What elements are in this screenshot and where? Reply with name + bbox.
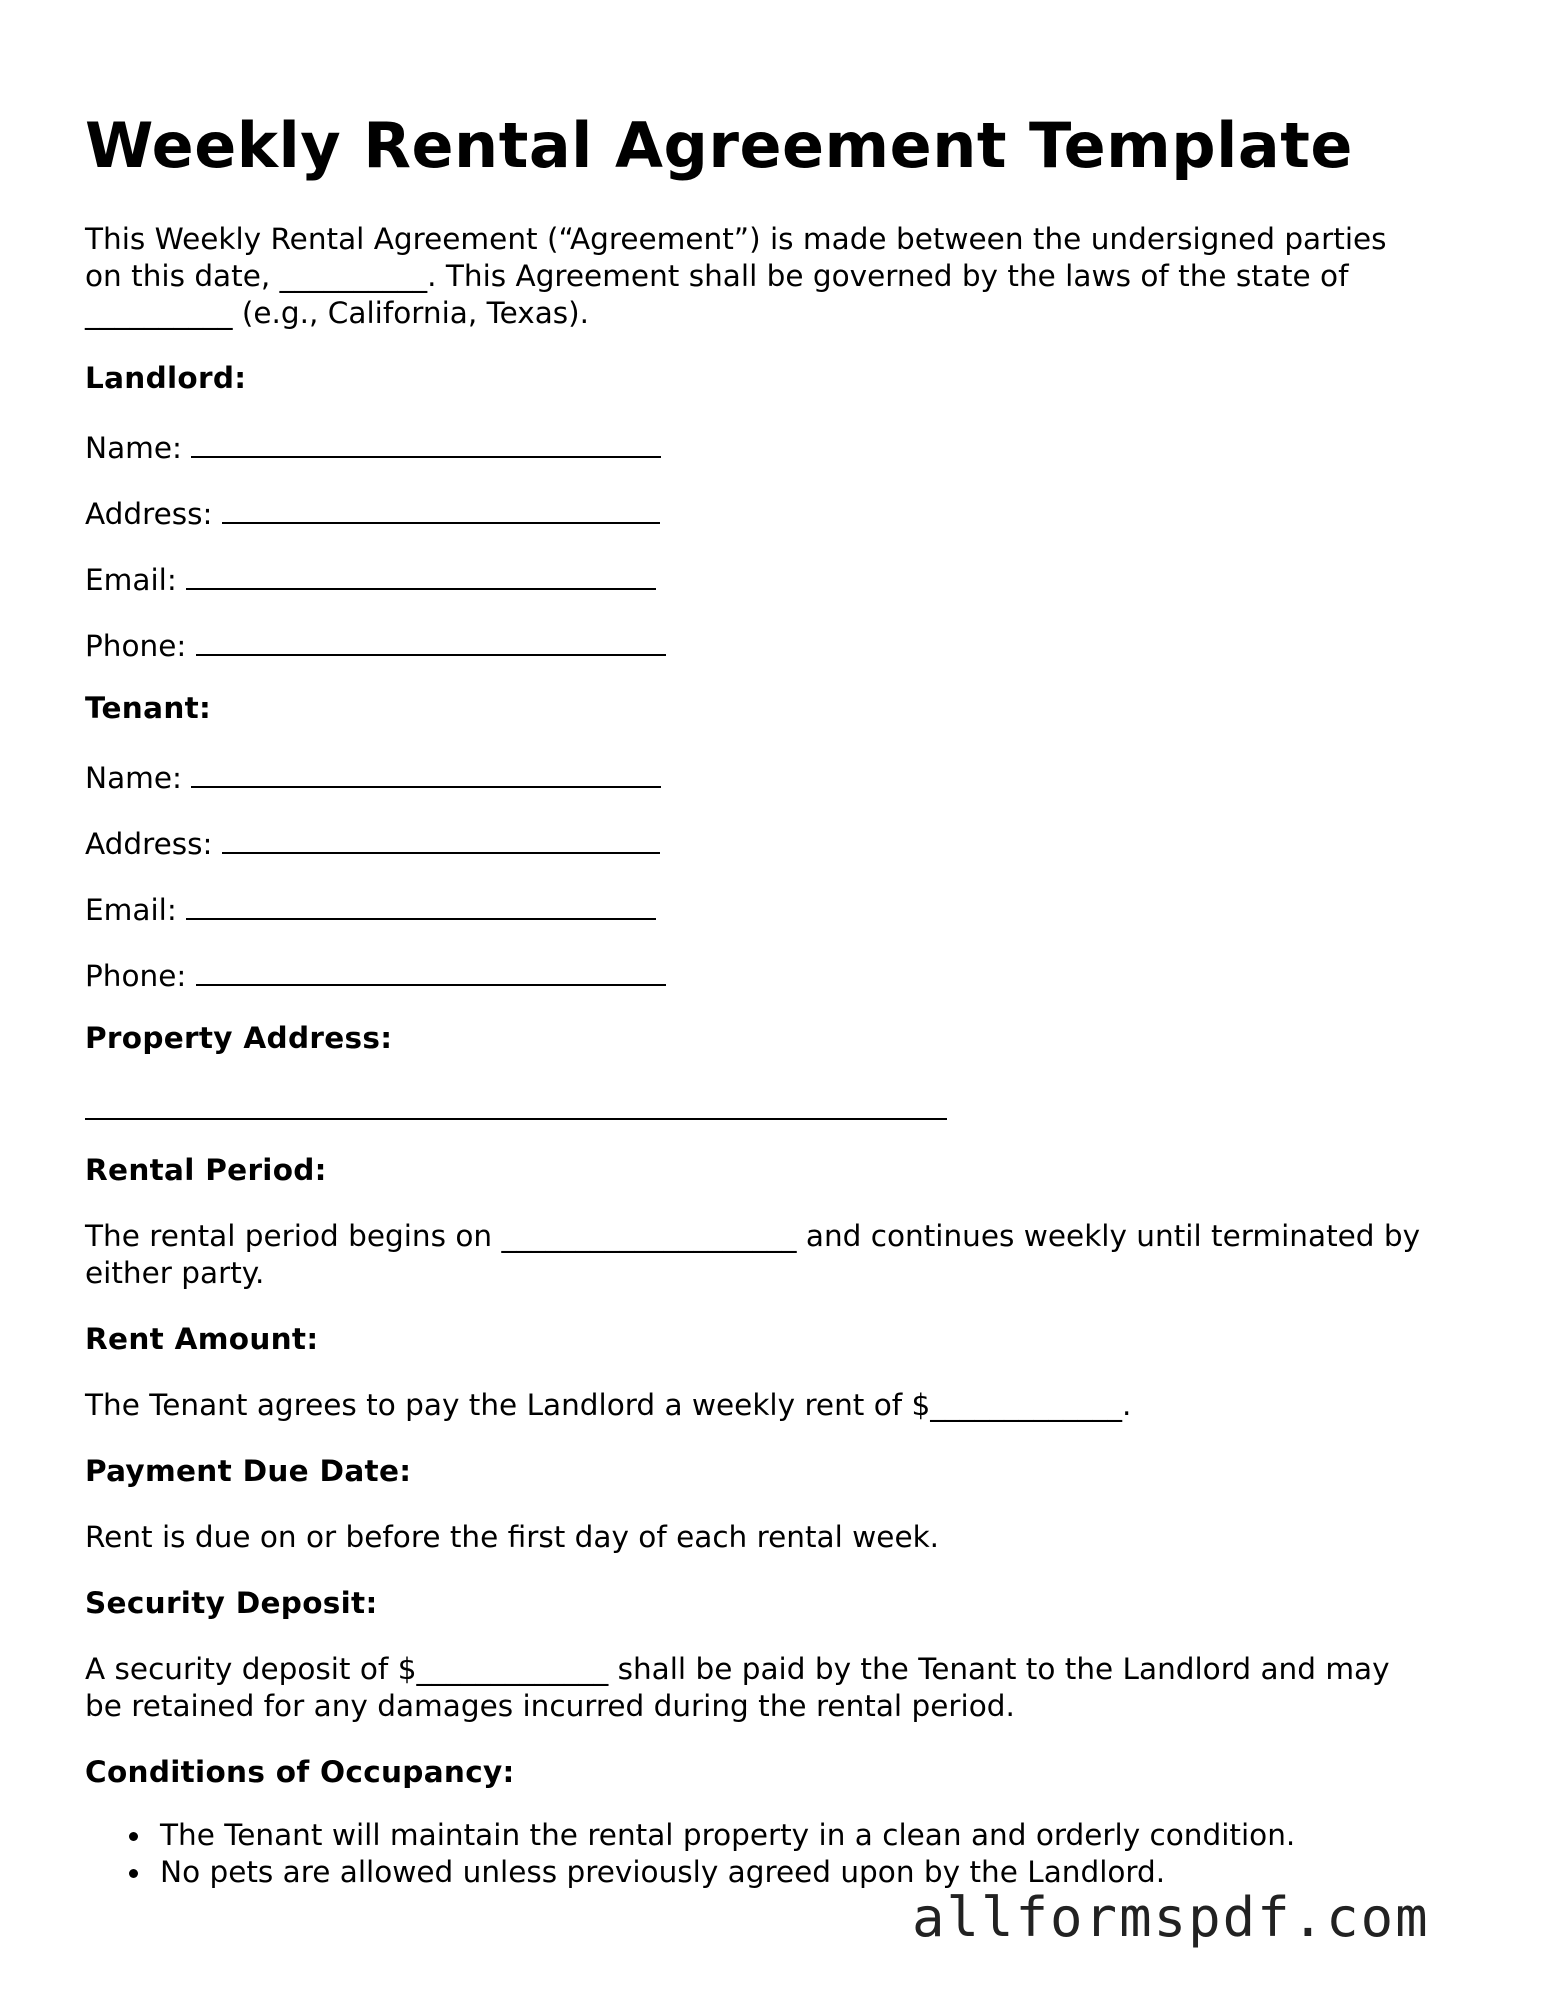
tenant-phone-label: Phone: xyxy=(85,959,187,993)
tenant-name-field xyxy=(85,756,661,797)
rent-amount-text: The Tenant agrees to pay the Landlord a weekly rent of $_____________. xyxy=(85,1388,1132,1422)
intro-line-1: This Weekly Rental Agreement (“Agreement”) is made between the undersigned parties xyxy=(85,222,1387,256)
tenant-phone-blank[interactable] xyxy=(196,954,666,986)
tenant-address-field xyxy=(85,822,660,863)
landlord-phone-field xyxy=(85,624,666,665)
rental-period-line-1: The rental period begins on ____________________ and continues weekly until terminated by xyxy=(85,1219,1421,1253)
landlord-phone-blank[interactable] xyxy=(196,624,666,656)
property-address-blank[interactable] xyxy=(85,1118,947,1120)
tenant-address-label: Address: xyxy=(85,827,213,861)
tenant-email-label: Email: xyxy=(85,893,177,927)
rent-amount-heading: Rent Amount: xyxy=(85,1322,319,1356)
condition-text: The Tenant will maintain the rental property in a clean and orderly condition. xyxy=(160,1818,1296,1852)
tenant-name-blank[interactable] xyxy=(191,756,661,788)
tenant-email-blank[interactable] xyxy=(186,888,656,920)
landlord-email-blank[interactable] xyxy=(186,558,656,590)
landlord-name-field xyxy=(85,426,661,467)
landlord-email-field xyxy=(85,558,656,599)
landlord-address-blank[interactable] xyxy=(222,492,660,524)
security-deposit-heading: Security Deposit: xyxy=(85,1586,378,1620)
tenant-address-blank[interactable] xyxy=(222,822,660,854)
bullet-icon xyxy=(129,1869,138,1878)
conditions-list xyxy=(85,1817,1295,1891)
intro-line-3: __________ (e.g., California, Texas). xyxy=(85,296,590,330)
rental-period-heading: Rental Period: xyxy=(85,1153,327,1187)
landlord-address-label: Address: xyxy=(85,497,213,531)
tenant-name-label: Name: xyxy=(85,761,182,795)
tenant-heading: Tenant: xyxy=(85,691,212,725)
bullet-icon xyxy=(129,1832,138,1841)
security-deposit-line-1: A security deposit of $_____________ shall be paid by the Tenant to the Landlord and may xyxy=(85,1652,1390,1686)
payment-due-text: Rent is due on or before the first day of each rental week. xyxy=(85,1520,940,1554)
payment-due-heading: Payment Due Date: xyxy=(85,1454,412,1488)
tenant-phone-field xyxy=(85,954,666,995)
security-deposit-line-2: be retained for any damages incurred during the rental period. xyxy=(85,1689,1015,1723)
rental-period-line-2: either party. xyxy=(85,1256,265,1290)
landlord-phone-label: Phone: xyxy=(85,629,187,663)
landlord-email-label: Email: xyxy=(85,563,177,597)
property-address-heading: Property Address: xyxy=(85,1021,393,1055)
condition-text: No pets are allowed unless previously agreed upon by the Landlord. xyxy=(160,1855,1166,1889)
list-item xyxy=(85,1817,1295,1854)
document-title: Weekly Rental Agreement Template xyxy=(85,109,1353,182)
tenant-email-field xyxy=(85,888,656,929)
intro-line-2: on this date, __________. This Agreement shall be governed by the laws of the state of xyxy=(85,259,1349,293)
landlord-heading: Landlord: xyxy=(85,361,247,395)
landlord-name-label: Name: xyxy=(85,431,182,465)
landlord-name-blank[interactable] xyxy=(191,426,661,458)
watermark: allformspdf.com xyxy=(912,1886,1430,1949)
conditions-heading: Conditions of Occupancy: xyxy=(85,1755,515,1789)
landlord-address-field xyxy=(85,492,660,533)
